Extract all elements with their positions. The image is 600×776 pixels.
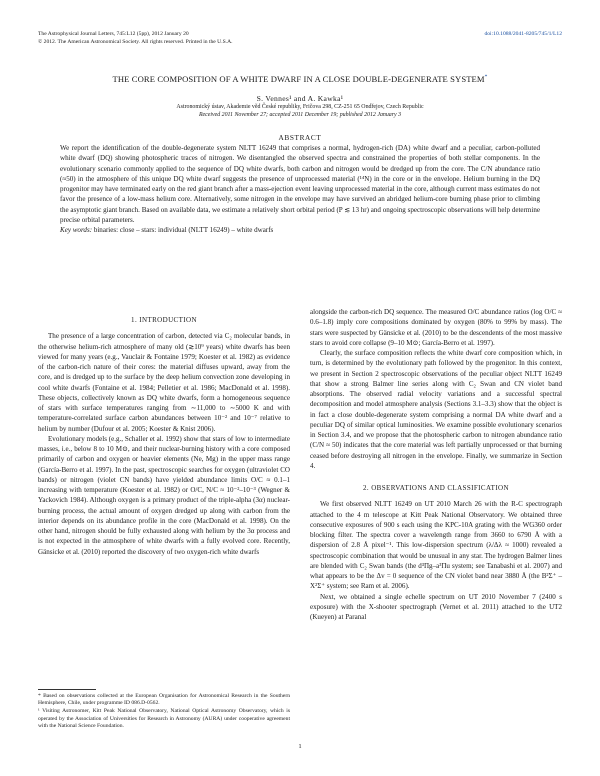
- section-heading-observations: 2. OBSERVATIONS AND CLASSIFICATION: [363, 484, 509, 492]
- affiliation: Astronomický ústav, Akademie věd České republiky, Fričova 298, CZ-251 65 Ondřejov, Czech Republic: [176, 104, 424, 110]
- intro-paragraph-4: Clearly, the surface composition reflects the white dwarf core composition which, in turn, is determined by the evolutionary path followed by the progenitor. In this context, we present in Section 2 spectroscopic observations of the peculiar object NLTT 16249 that show a strong Balmer line series along with C₂ Swan and CN violet band absorptions. The observed radial velocity variations and a successful spectral decomposition and model atmosphere analysis (Sections 3.1–3.3) show that the object is in fact a close double-degenerate system comprising a normal DA white dwarf and a peculiar DQ of similar optical luminosities. We examine possible evolutionary scenarios in Section 3.4, and we propose that the photospheric carbon to nitrogen abundance ratio (C/N ≈ 50) indicates that the core material was left partially unprocessed or that burning ceased before destroying all nitrogen in the envelope. Finally, we summarize in Section 4.: [310, 349, 562, 470]
- intro-paragraph-1: The presence of a large concentration of carbon, detected via C₂ molecular bands, in the otherwise helium-rich atmosphere of many old (≳10⁹ years) white dwarfs has been viewed for many years (e.g., Vauclair & Fontaine 1979; Koester et al. 1982) as evidence of the carbon-rich nature of their cores: the material diffuses upward, away from the core, and is dredged up to the surface by the deep helium convection zone developing in cool white dwarfs (Fontaine et al. 1984; Pelletier et al. 1986; MacDonald et al. 1998). These objects, collectively known as DQ white dwarfs, form a homogeneous sequence of stars with surface temperatures ranging from ∼11,000 to ∼5000 K and with temperature-correlated surface carbon abundances between 10⁻² and 10⁻⁷ relative to helium by number (Dufour et al. 2005; Koester & Knist 2006).: [38, 332, 290, 433]
- intro-paragraph-2: Evolutionary models (e.g., Schaller et al. 1992) show that stars of low to intermediate masses, i.e., below 8 to 10 M⊙, and their nuclear-burning history with a core composed primarily of carbon and oxygen or heavier elements (Ne, Mg) in the upper mass range (García-Berro et al. 1997). In the past, spectroscopic searches for oxygen (ultraviolet CO bands) or nitrogen (violet CN bands) have yielded abundance limits O/C ≈ 0.1–1 increasing with temperature (Koester et al. 1982) or O/C, N/C ≈ 10⁻²–10⁻³ (Wegner & Yackovich 1984). Although oxygen is a primary product of the triple-alpha (3α) nuclear-burning process, the actual amount of oxygen dredged up along with carbon from the interior depends on its abundance profile in the core (MacDonald et al. 1998). On the other hand, nitrogen should be fully exhausted along with helium by the 3α process and is not expected in the atmosphere of white dwarfs with a fully evolved core. Recently, Gänsicke et al. (2010) reported the discovery of two oxygen-rich white dwarfs: [38, 434, 290, 556]
- abstract-text: We report the identification of the double-degenerate system NLTT 16249 that comprises a normal, hydrogen-rich (DA) white dwarf and a peculiar, carbon-polluted white dwarf (DQ) showing photospheric traces of nitrogen. We disentangled the observed spectra and constrained the properties of both stellar components. In the evolutionary scenario commonly applied to the sequence of DQ white dwarfs, both carbon and nitrogen would be dredged up from the core. The C/N abundance ratio (≈50) in the atmosphere of this unique DQ white dwarf suggests the presence of unprocessed material (¹⁴N) in the core or in the envelope. Helium burning in the DQ progenitor may have terminated early on the red giant branch after a mass-ejection event leaving unprocessed material in the core, although current mass estimates do not favor the presence of a low-mass helium core. Alternatively, some nitrogen in the envelope may have survived an abridged helium-core burning phase prior to climbing the asymptotic giant branch. Based on available data, we estimate a relatively short orbital period (P ≲ 13 hr) and ongoing spectroscopic observations will help determine precise orbital parameters.: [60, 144, 540, 224]
- copyright-line: © 2012. The American Astronomical Society. All rights reserved. Printed in the U.S.A.: [38, 39, 233, 45]
- right-column: [310, 307, 562, 622]
- intro-paragraph-3: alongside the carbon-rich DQ sequence. The measured O/C abundance ratios (log O/C ≈ 0.6–1.8) imply core compositions dominated by oxygen (80% to 99% by mass). The stars were suspected by Gänsicke et al. (2010) to be the descendents of the most massive stars to avoid core collapse (9–10 M⊙; García-Berro et al. 1997).: [310, 308, 562, 347]
- author-list: S. Vennes¹ and A. Kawka¹: [256, 94, 344, 103]
- keywords-text: binaries: close – stars: individual (NLTT 16249) – white dwarfs: [93, 226, 274, 234]
- keywords-label: Key words:: [60, 226, 93, 234]
- page-number: 1: [298, 743, 302, 750]
- paper-title: [38, 74, 562, 84]
- abstract-block: [60, 143, 540, 235]
- footnote-2: ¹ Visiting Astronomer, Kitt Peak National Observatory, National Optical Astronomy Observatory, which is operated by the Association of Universities for Research in Astronomy (AURA) under cooperative agreement with the National Science Foundation.: [38, 708, 290, 729]
- obs-paragraph-1: We first observed NLTT 16249 on UT 2010 March 26 with the R-C spectrograph attached to the 4 m telescope at Kitt Peak National Observatory. We obtained three consecutive exposures of 900 s each using the KPC-10A grating with the WG360 order blocking filter. The spectra cover a wavelength range from 3660 to 6790 Å with a dispersion of 2.8 Å pixel⁻¹. This low-dispersion spectrum (λ/Δλ ≈ 1000) revealed a spectroscopic combination that would be unusual in any star. The hydrogen Balmer lines are blended with C₂ Swan bands (the d³Πg–a³Πu system; see Tanabashi et al. 2007) and what appears to be the Δv = 0 sequence of the CN violet band near 3880 Å (the B²Σ⁺ – X²Σ⁺ system; see Ram et al. 2006).: [310, 500, 562, 591]
- section-heading-introduction: 1. INTRODUCTION: [131, 316, 197, 324]
- doi-link[interactable]: doi:10.1088/2041-8205/745/1/L12: [484, 31, 562, 37]
- title-footnote-mark[interactable]: *: [484, 74, 488, 81]
- footnote-rule: [38, 689, 96, 690]
- abstract-heading: ABSTRACT: [278, 133, 322, 142]
- journal-header: The Astrophysical Journal Letters, 745:L12 (5pp), 2012 January 20: [38, 31, 189, 37]
- publication-dates: Received 2011 November 27; accepted 2011 December 19; published 2012 January 3: [198, 112, 402, 118]
- footnotes: [38, 693, 290, 731]
- keywords-line: [60, 225, 540, 235]
- footnote-1: * Based on observations collected at the European Organisation for Astronomical Research in the Southern Hemisphere, Chile, under programme ID 086.D-0562.: [38, 693, 290, 707]
- title-text: THE CORE COMPOSITION OF A WHITE DWARF IN A CLOSE DOUBLE-DEGENERATE SYSTEM: [112, 74, 485, 84]
- obs-paragraph-2: Next, we obtained a single echelle spectrum on UT 2010 November 7 (2400 s exposure) with the X-shooter spectrograph (Vernet et al. 2011) attached to the UT2 (Kueyen) at Paranal: [310, 592, 562, 621]
- left-column: [38, 315, 290, 557]
